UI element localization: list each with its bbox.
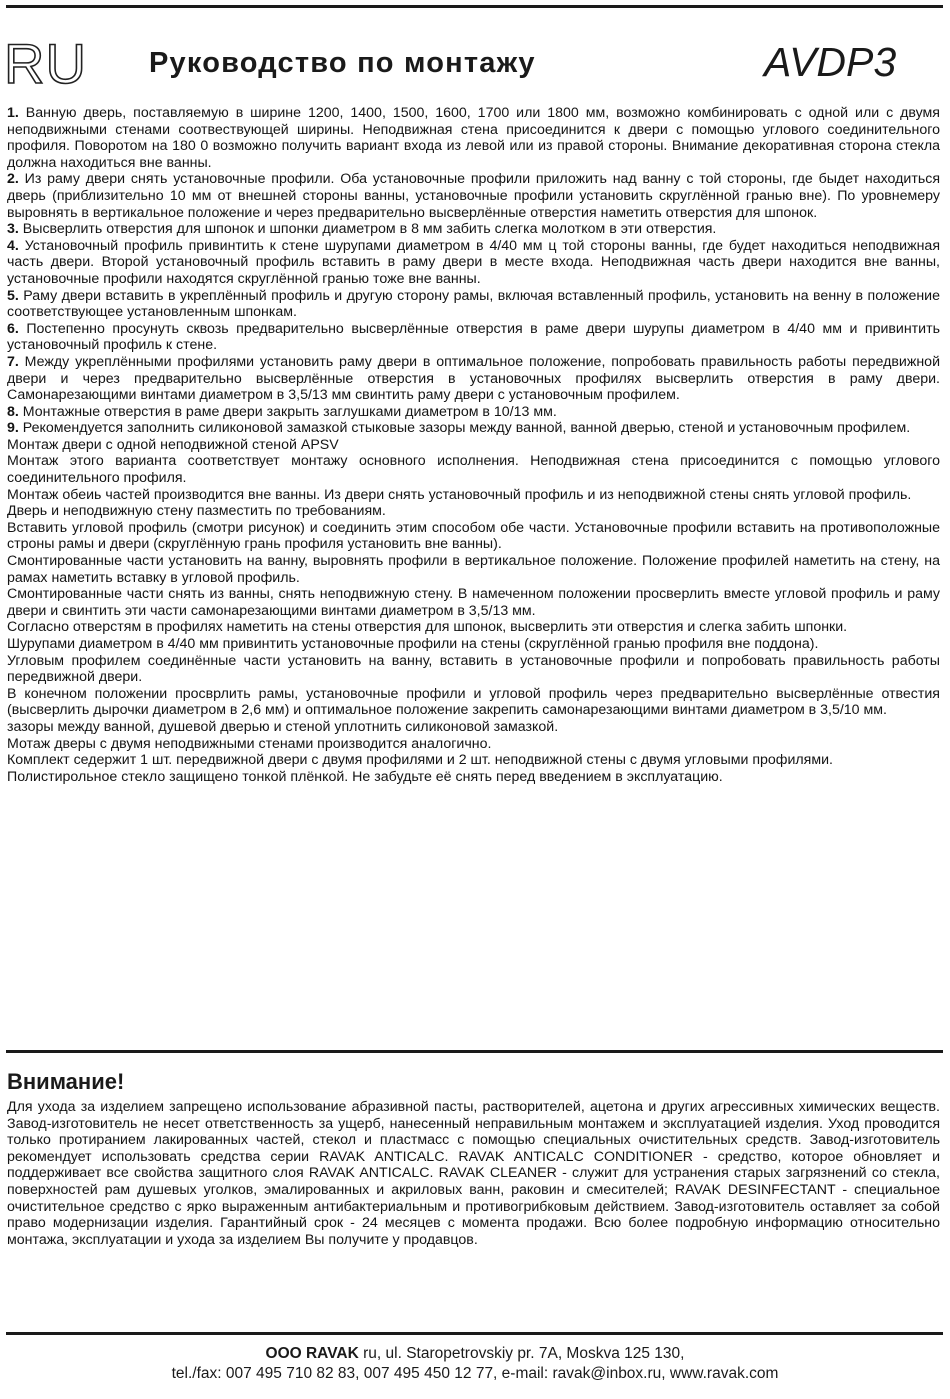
footer xyxy=(0,1344,950,1384)
instruction-paragraph xyxy=(7,503,940,520)
step-text: Раму двери вставить в укреплённый профиль и другую сторону рамы, включая вставленный профиль, установить на венну в положение соответствующее установленным шпонкам. xyxy=(7,287,940,321)
instruction-paragraph xyxy=(7,221,940,238)
footer-divider xyxy=(6,1332,943,1335)
step-text: Согласно отверстям в профилях наметить на стены отверстия для шпонок, высверлить эти отверстия и слегка забить шпонки. xyxy=(7,619,848,636)
instruction-paragraph xyxy=(7,171,940,221)
instruction-paragraph xyxy=(7,736,940,753)
step-text: зазоры между ванной, душевой дверью и стеной уплотнить силиконовой замазкой. xyxy=(7,718,559,735)
model-code: AVDP3 xyxy=(764,39,897,85)
instruction-paragraph xyxy=(7,520,940,553)
instruction-paragraph xyxy=(7,619,940,636)
step-number: 4. xyxy=(7,237,19,254)
instruction-paragraph xyxy=(7,553,940,586)
step-text: Из раму двери снять установочные профили. Оба установочные профили приложить над ванну с той стороны, где быдет находиться дверь (приблизительно 10 мм от внешней стороны ванны, установочные профили установить скруглённой гранью вне). По уровнемеру выровнять в вертикальное положение и через предварительно высверлённые отверстия наметить отверстия для шпонок. xyxy=(7,171,940,221)
instruction-paragraph xyxy=(7,105,940,171)
instruction-paragraph xyxy=(7,636,940,653)
step-text: Ванную дверь, поставляемую в ширине 1200, 1400, 1500, 1600, 1700 или 1800 мм, возможно комбинировать с одной или с двумя неподвижными стенами соотвествующей ширины. Неподвижная стена присоединится к двери с помощью углового соединительного профиля. Поворотом на 180 0 возможно получить вариант входа из левой или из правой стороны. Внимание декоративная сторона стекла должна находиться вне ванны. xyxy=(7,105,940,171)
step-text: Дверь и неподвижную стену пазместить по требованиям. xyxy=(7,503,386,520)
instruction-paragraph xyxy=(7,719,940,736)
language-code: RU xyxy=(4,32,87,95)
company-name: OOO RAVAK xyxy=(265,1345,359,1362)
instruction-paragraph xyxy=(7,437,940,454)
step-text: Между укреплёнными профилями установить раму двери в оптимальное положение, попробовать правильность работы передвижной двери и через предварительно высверлённые отверстия в установочных профилях высверлить отверстия в раму двери. Самонарезающими винтами диаметром в 3,5/13 мм свинтить раму двери с установочным профилем. xyxy=(7,353,940,404)
instruction-paragraph xyxy=(7,404,940,421)
step-text: Постепенно просунуть сквозь предварительно высверлённые отверстия в раме двери шурупы диаметром в 4/40 мм и привинтить установочный профиль к стене. xyxy=(7,320,940,354)
instruction-paragraph xyxy=(7,769,940,786)
step-text: Монтажные отверстия в раме двери закрыть заглушками диаметром в 10/13 мм. xyxy=(18,403,557,420)
instruction-paragraph xyxy=(7,420,940,437)
notice-title: Внимание! xyxy=(7,1069,125,1094)
step-text: Угловым профилем соединённые части установить на ванну, вставить в установочные профили и попробовать правильность работы передвижной двери. xyxy=(7,652,940,686)
instruction-paragraph xyxy=(7,321,940,354)
step-text: Установочный профиль привинтить к стене шурупами диаметром в 4/40 мм ц той стороны ванны, где будет находиться неподвижная часть двери. Второй установочный профиль вставить в раму двери в месте входа. Неподвижная часть двери находится вне ванны, установочные профили находятся скруглённой гранью тоже вне ванны. xyxy=(7,237,940,287)
notice-text: Для ухода за изделием запрещено использование абразивной пасты, растворителей, ацетона и других агрессивных химических веществ. Завод-изготовитель не несет ответственность за ущерб, нанесенный неправильным монтажем и эксплуатацией изделия. Уход проводится только протиранием лакированных частей, стекол и пластмасс с помощью специальных очистительных средств. Завод-изготовитель рекомендует использовать средства серии RAVAK ANTICALC. RAVAK ANTICALC CONDITIONER - средство, которое обновляет и поддерживает все свойства защитного слоя RAVAK ANTICALC. RAVAK CLEANER - служит для устранения старых загрязнений со стекла, поверхностей рам душевых уголков, эмалированных и акриловых ванн, раковин и смесителей; RAVAK DESINFECTANT - специальное очистительное средство с ярко выраженным антибактериальным и противогрибковым действием. Завод-изготовитель оставляет за собой право модернизации изделия. Гарантийный срок - 24 месяцев с момента продажи. Всю более подробную информацию относительно монтажа, эксплуатации и ухода за изделием Вы получите у продавцов. xyxy=(7,1099,940,1248)
instruction-paragraph xyxy=(7,354,940,404)
step-text: Рекомендуется заполнить силиконовой замазкой стыковые зазоры между ванной, ванной дверью, стеной и установочным профилем. xyxy=(18,420,911,437)
instruction-paragraph xyxy=(7,288,940,321)
step-number: 3. xyxy=(7,221,19,238)
step-number: 5. xyxy=(7,287,19,304)
step-number: 6. xyxy=(7,320,19,337)
instruction-paragraph xyxy=(7,686,940,719)
step-text: Смонтированные части снять из ванны, снять неподвижную стену. В намеченном положении просверлить вместе угловой профиль и раму двери и свинтить эти части самонарезающими винтами диаметром в 3,5/13 мм. xyxy=(7,586,940,619)
page-title: Руководство по монтажу xyxy=(149,47,536,79)
step-number: 7. xyxy=(7,353,19,370)
step-number: 8. xyxy=(7,403,19,420)
step-text: Монтаж этого варианта соответствует монтажу основного исполнения. Неподвижная стена присоединится с помощью углового соединительного профиля. xyxy=(7,453,940,487)
step-text: Шурупами диаметром в 4/40 мм привинтить установочные профили на стены (скруглённой гранью профиля вне поддона). xyxy=(7,636,819,652)
section-divider xyxy=(6,1050,943,1053)
top-divider xyxy=(6,5,943,8)
notice-body xyxy=(7,1099,940,1248)
instruction-paragraph xyxy=(7,238,940,288)
step-number: 9. xyxy=(7,420,19,437)
step-text: Полистирольное стекло защищено тонкой плёнкой. Не забудьте её снять перед введением в эксплуатацию. xyxy=(7,768,723,785)
step-text: Монтаж обеиь частей производится вне ванны. Из двери снять установочный профиль и из неподвижной стены снять угловой профиль. xyxy=(7,486,912,503)
installation-instructions xyxy=(7,105,940,785)
step-text: Монтаж двери с одной неподвижной стеной APSV xyxy=(7,436,339,453)
instruction-paragraph xyxy=(7,653,940,686)
step-text: Высверлить отверстия для шпонок и шпонки диаметром в 8 мм забить слегка молотком в эти отверстия. xyxy=(18,221,717,238)
company-contacts: tel./fax: 007 495 710 82 83, 007 495 450 12 77, e-mail: ravak@inbox.ru, www.ravak.com xyxy=(171,1365,779,1382)
step-number: 1. xyxy=(7,105,19,121)
step-text: Комплект седержит 1 шт. передвижной двери с двумя профилями и 2 шт. неподвижной стены с двумя угловыми профилями. xyxy=(7,752,833,769)
company-address: ru, ul. Staropetrovskiy pr. 7A, Moskva 125 130, xyxy=(358,1345,685,1362)
step-text: Вставить угловой профиль (смотри рисунок) и соединить этим способом обе части. Установочные профили вставить на противоположные строны рамы и двери (скруглённую грань профиля установить вне ванны). xyxy=(7,519,940,553)
instruction-paragraph xyxy=(7,453,940,486)
step-text: Мотаж дверы с двумя неподвижными стенами производится аналогично. xyxy=(7,735,492,752)
instruction-paragraph xyxy=(7,487,940,504)
step-number: 2. xyxy=(7,171,19,188)
instruction-paragraph xyxy=(7,586,940,619)
step-text: В конечном положении просврлить рамы, установочные профили и угловой профиль через предварительно высверлённые отвестия (высверлить дырочки диаметром в 2,6 мм) и оптимальное положение закрепить самонарезающими винтами диаметром в 3,5/10 мм. xyxy=(7,685,940,719)
footer-address-line xyxy=(0,1344,950,1364)
step-text: Смонтированные части установить на ванну, выровнять профили в вертикальное положение. Положение профилей наметить на стену, на рамах наметить вставку в угловой профиль. xyxy=(7,553,940,586)
instruction-paragraph xyxy=(7,752,940,769)
